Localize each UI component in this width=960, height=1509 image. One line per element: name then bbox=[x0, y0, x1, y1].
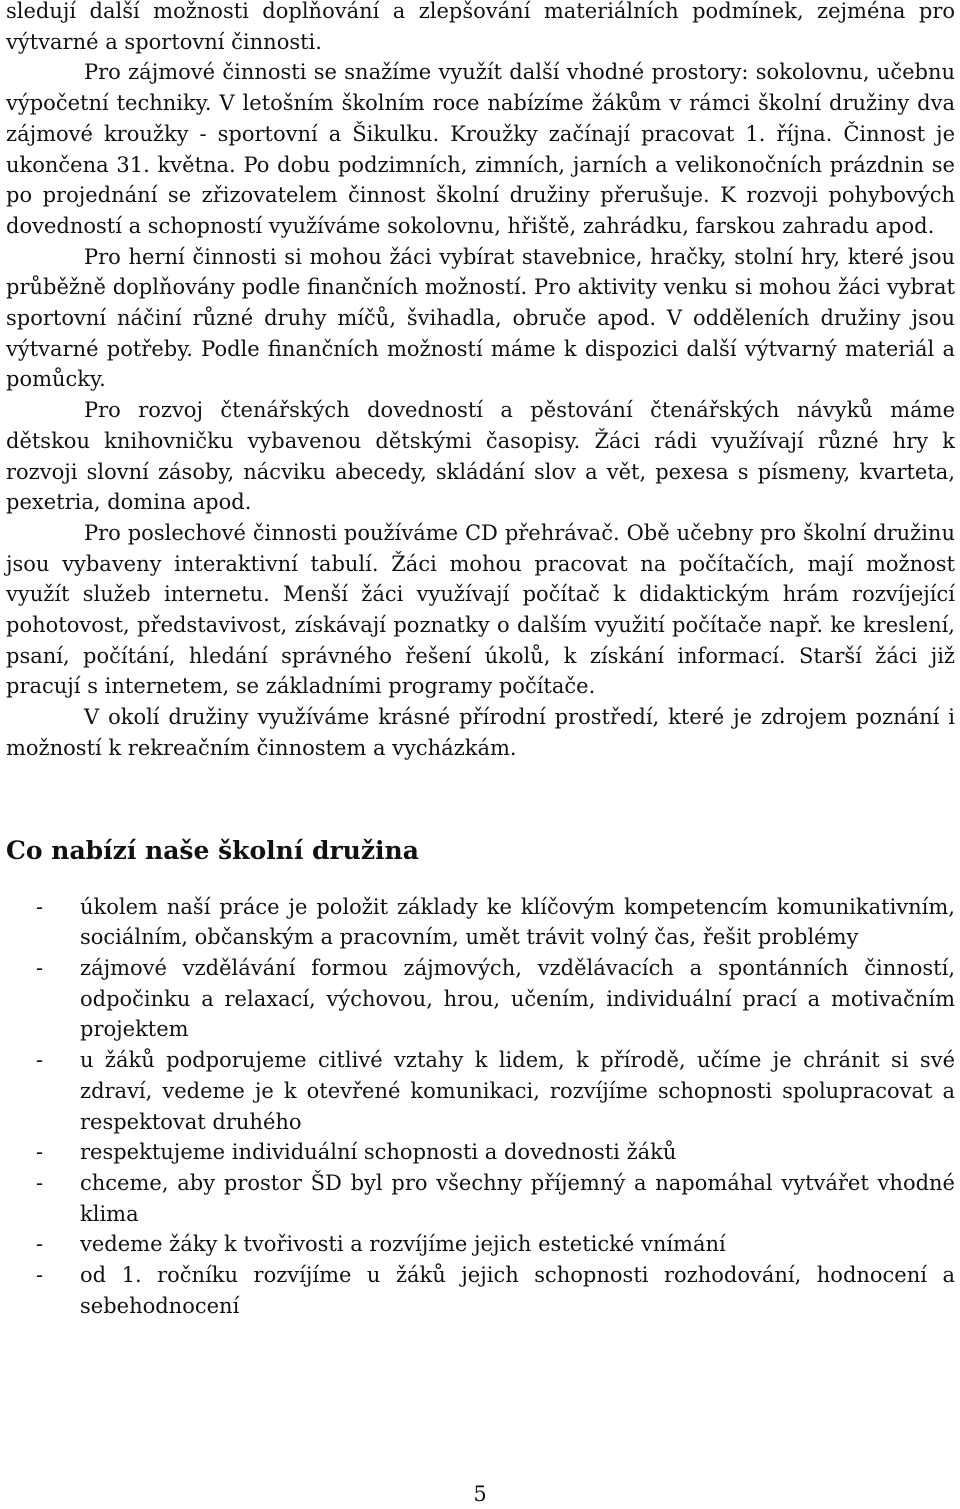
list-bullet: - bbox=[36, 1048, 44, 1073]
list-item-text: u žáků podporujeme citlivé vztahy k lidem, k přírodě, učíme je chránit si své zdraví, vedeme je k otevřené komunikaci, rozvíjíme schopnosti spolupracovat a respektovat druhého bbox=[80, 1048, 955, 1134]
list-item-text: zájmové vzdělávání formou zájmových, vzdělávacích a spontánních činností, odpočinku a relaxací, výchovou, hrou, učením, individuální prací a motivačním projektem bbox=[80, 955, 955, 1042]
paragraph-reading-skills: Pro rozvoj čtenářských dovedností a pěstování čtenářských návyků máme dětskou knihovničku vybavenou dětskými časopisy. Žáci rádi využívají různé hry k rozvoji slovní zásoby, nácviku abecedy, skládání slov a vět, pexesa s písmeny, kvarteta, pexetria, domina apod. bbox=[6, 398, 955, 515]
list-bullet: - bbox=[36, 894, 44, 919]
paragraph-play-activities: Pro herní činnosti si mohou žáci vybírat stavebnice, hračky, stolní hry, které jsou průběžně doplňovány podle finančních možností. Pro aktivity venku si mohou žáci vybrat sportovní náčiní různé druhy míčů, švihadla, obruče apod. V odděleních družiny jsou výtvarné potřeby. Podle finančních možností máme k dispozici další výtvarný materiál a pomůcky. bbox=[6, 244, 955, 392]
document-page bbox=[6, 0, 955, 1321]
paragraph-surroundings: V okolí družiny využíváme krásné přírodní prostředí, které je zdrojem poznání i možností k rekreačním činnostem a vycházkám. bbox=[6, 705, 955, 760]
list-item-text: chceme, aby prostor ŠD byl pro všechny příjemný a napomáhal vytvářet vhodné klima bbox=[80, 1170, 955, 1226]
list-bullet: - bbox=[36, 1263, 44, 1288]
list-item-text: od 1. ročníku rozvíjíme u žáků jejich schopnosti rozhodování, hodnocení a sebehodnocení bbox=[80, 1263, 955, 1318]
list-item-text: respektujeme individuální schopnosti a dovednosti žáků bbox=[80, 1140, 677, 1165]
list-bullet: - bbox=[36, 1232, 44, 1257]
intro-paragraphs bbox=[6, 0, 955, 764]
list-bullet: - bbox=[36, 1140, 44, 1165]
list-item-text: vedeme žáky k tvořivosti a rozvíjíme jejich estetické vnímání bbox=[80, 1232, 726, 1257]
list-bullet: - bbox=[36, 955, 44, 980]
paragraph-interest-activities: Pro zájmové činnosti se snažíme využít další vhodné prostory: sokolovnu, učebnu výpočetní techniky. V letošním školním roce nabízíme žákům v rámci školní družiny dva zájmové kroužky - sportovní a Šikulku. Kroužky začínají pracovat 1. října. Činnost je ukončena 31. května. Po dobu podzimních, zimních, jarních a velikonočních prázdnin se po projednání se zřizovatelem činnost školní družiny přerušuje. K rozvoji pohybových dovedností a schopností využíváme sokolovnu, hřiště, zahrádku, farskou zahradu apod. bbox=[6, 60, 955, 238]
paragraph-materials: sledují další možnosti doplňování a zlepšování materiálních podmínek, zejména pro výtvarné a sportovní činnosti. bbox=[6, 0, 955, 54]
list-item bbox=[6, 1137, 955, 1168]
list-item-text: úkolem naší práce je položit základy ke klíčovým kompetencím komunikativním, sociálním, občanským a pracovním, umět trávit volný čas, řešit problémy bbox=[80, 894, 955, 950]
list-item bbox=[6, 1168, 955, 1229]
list-item bbox=[6, 1229, 955, 1260]
list-item bbox=[6, 1045, 955, 1137]
list-item bbox=[6, 1260, 955, 1321]
offer-list bbox=[6, 892, 955, 1322]
section-heading: Co nabízí naše školní družina bbox=[6, 835, 419, 865]
list-item bbox=[6, 892, 955, 953]
list-item bbox=[6, 953, 955, 1045]
list-bullet: - bbox=[36, 1170, 44, 1195]
paragraph-listening-computers: Pro poslechové činnosti používáme CD přehrávač. Obě učebny pro školní družinu jsou vybaveny interaktivní tabulí. Žáci mohou pracovat na počítačích, mají možnost využít služeb internetu. Menší žáci využívají počítač k didaktickým hrám rozvíjející pohotovost, představivost, získávají poznatky o dalším využití počítače např. ke kreslení, psaní, počítání, hledání správného řešení úkolů, k získání informací. Starší žáci již pracují s internetem, se základními programy počítače. bbox=[6, 520, 955, 699]
page-number: 5 bbox=[473, 1482, 487, 1506]
